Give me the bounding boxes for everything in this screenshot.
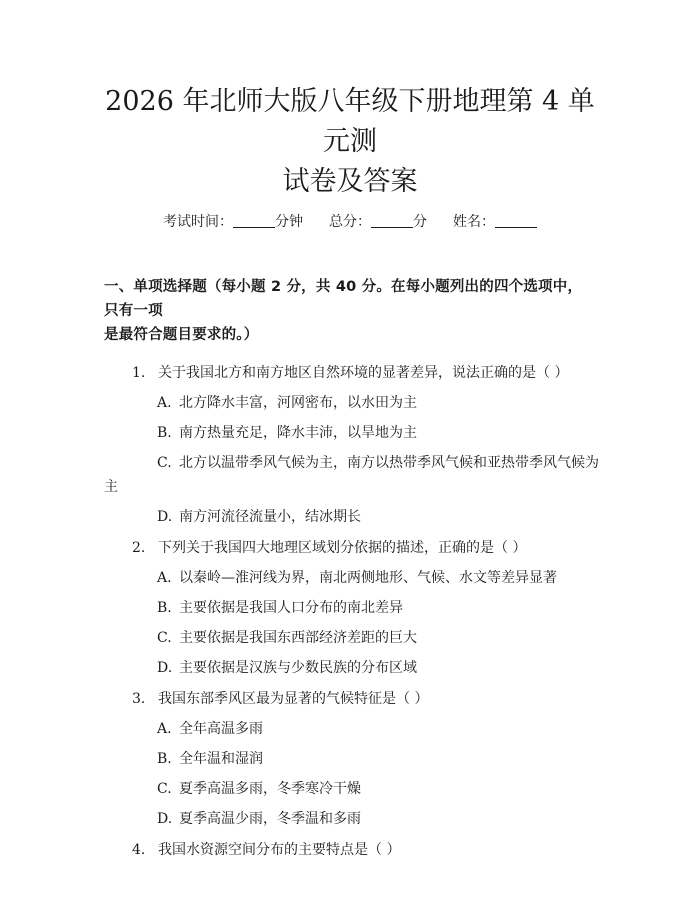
option-text: 南方热量充足，降水丰沛，以旱地为主: [179, 425, 417, 441]
option-label: D.: [157, 509, 173, 525]
section-heading: [104, 275, 596, 347]
score-blank[interactable]: [371, 213, 413, 228]
option-label: C.: [157, 781, 172, 797]
question-number: 3.: [132, 691, 146, 707]
option-text-continued: 主: [104, 479, 118, 495]
question-3-option-c[interactable]: [157, 779, 596, 799]
question-2-option-d[interactable]: [157, 658, 596, 678]
option-label: A.: [157, 570, 172, 586]
option-label: B.: [157, 600, 172, 616]
time-blank[interactable]: [233, 213, 275, 228]
question-text: 我国东部季风区最为显著的气候特征是（ ）: [158, 691, 429, 707]
section-heading-line-2: 是最符合题目要求的。）: [104, 327, 259, 343]
option-label: C.: [157, 455, 172, 471]
option-text: 北方以温带季风气候为主，南方以热带季风气候和亚热带季风气候为: [179, 455, 599, 471]
option-text: 全年高温多雨: [179, 721, 263, 737]
option-label: A.: [157, 721, 172, 737]
question-2-option-c[interactable]: [157, 628, 596, 648]
option-text: 全年温和湿润: [179, 751, 263, 767]
question-2-stem: [132, 538, 596, 558]
option-text: 主要依据是汉族与少数民族的分布区域: [179, 660, 417, 676]
option-label: D.: [157, 660, 173, 676]
score-unit: 分: [413, 214, 427, 230]
question-2-option-b[interactable]: [157, 598, 596, 618]
question-4-stem: [132, 840, 596, 860]
question-list: [104, 363, 599, 860]
title-line-2: 试卷及答案: [282, 166, 418, 197]
option-text: 以秦岭—淮河线为界，南北两侧地形、气候、水文等差异显著: [179, 570, 557, 586]
option-text: 夏季高温多雨，冬季寒冷干燥: [179, 781, 361, 797]
question-3-option-d[interactable]: [157, 809, 596, 829]
option-label: A.: [157, 395, 172, 411]
question-2-option-a[interactable]: [157, 568, 596, 588]
question-3-option-b[interactable]: [157, 749, 596, 769]
page-title: [104, 0, 596, 202]
question-1-option-b[interactable]: [157, 423, 596, 443]
score-label: 总分：: [329, 214, 371, 230]
question-text: 我国水资源空间分布的主要特点是（ ）: [158, 842, 401, 858]
option-text: 主要依据是我国东西部经济差距的巨大: [179, 630, 417, 646]
question-1-option-c[interactable]: [0, 453, 599, 497]
time-label: 考试时间：: [163, 214, 233, 230]
exam-info-line: [104, 212, 596, 232]
option-text: 夏季高温少雨，冬季温和多雨: [179, 811, 361, 827]
option-text: 南方河流径流量小，结冰期长: [179, 509, 361, 525]
question-1-option-d[interactable]: [157, 507, 596, 527]
section-heading-line-1: 一、单项选择题（每小题 2 分，共 40 分。在每小题列出的四个选项中，只有一项: [104, 279, 583, 319]
time-unit: 分钟: [275, 214, 303, 230]
option-text: 主要依据是我国人口分布的南北差异: [179, 600, 403, 616]
question-3-stem: [132, 689, 596, 709]
question-number: 4.: [132, 842, 146, 858]
title-line-1: 2026 年北师大版八年级下册地理第 4 单元测: [105, 86, 595, 157]
name-blank[interactable]: [495, 213, 537, 228]
question-1-stem: [132, 363, 596, 383]
question-number: 2.: [132, 540, 146, 556]
option-label: C.: [157, 630, 172, 646]
question-number: 1.: [132, 365, 146, 381]
question-1-option-a[interactable]: [157, 393, 596, 413]
option-label: B.: [157, 425, 172, 441]
question-text: 关于我国北方和南方地区自然环境的显著差异，说法正确的是（ ）: [158, 365, 569, 381]
option-label: D.: [157, 811, 173, 827]
question-3-option-a[interactable]: [157, 719, 596, 739]
option-label: B.: [157, 751, 172, 767]
option-text: 北方降水丰富，河网密布，以水田为主: [179, 395, 417, 411]
question-text: 下列关于我国四大地理区域划分依据的描述，正确的是（ ）: [158, 540, 527, 556]
name-label: 姓名：: [453, 214, 495, 230]
